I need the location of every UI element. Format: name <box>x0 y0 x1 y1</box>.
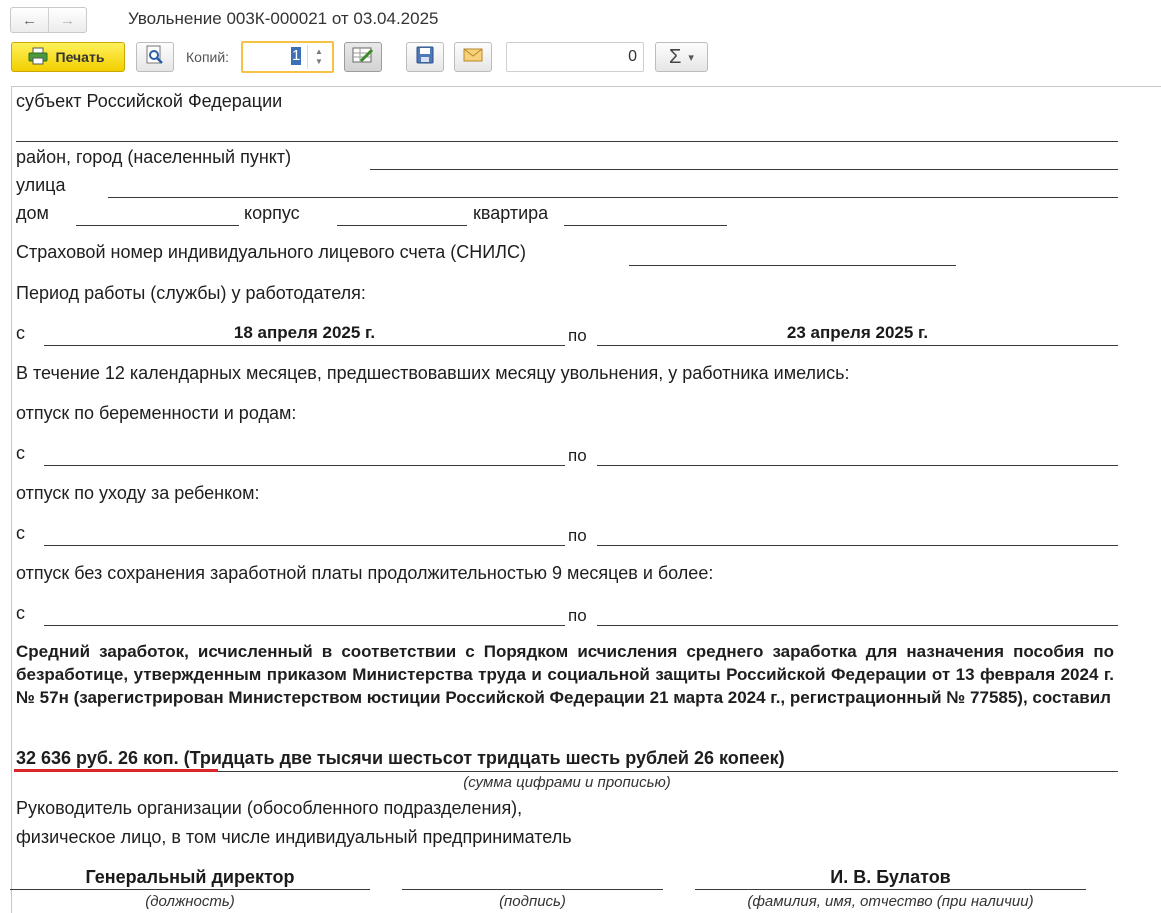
district-label: район, город (населенный пункт) <box>16 147 292 167</box>
apartment-line <box>564 225 727 226</box>
street-label: улица <box>16 175 66 195</box>
amount-words: (Тридцать две тысячи шестьсот тридцать шесть рублей 26 копеек) <box>178 748 785 768</box>
street-line <box>108 197 1118 198</box>
work-from-line <box>44 345 565 346</box>
print-button[interactable] <box>11 42 125 72</box>
months-note: В течение 12 календарных месяцев, предшествовавших месяцу увольнения, у работника имелись: <box>16 363 850 383</box>
nav-group <box>10 7 87 33</box>
copies-label: Копий: <box>186 49 230 65</box>
building-line <box>337 225 467 226</box>
signature-caption: (подпись) <box>499 893 566 910</box>
district-line <box>370 169 1118 170</box>
work-from-value: 18 апреля 2025 г. <box>233 323 376 342</box>
unpaid-leave-label: отпуск без сохранения заработной платы продолжительностью 9 месяцев и более: <box>16 563 714 583</box>
name-line <box>695 889 1086 890</box>
work-from-label: с <box>16 323 25 343</box>
house-label: дом <box>16 203 49 223</box>
childcare-leave-label: отпуск по уходу за ребенком: <box>16 483 260 503</box>
work-to-label: по <box>568 326 587 345</box>
work-period-label: Период работы (службы) у работодателя: <box>16 283 366 303</box>
preview-button[interactable] <box>136 42 174 72</box>
head-label-line1: Руководитель организации (обособленного подразделения), <box>16 798 523 818</box>
apartment-label: квартира <box>473 203 549 223</box>
copies-input[interactable] <box>241 41 334 73</box>
snils-label: Страховой номер индивидуального лицевого счета (СНИЛС) <box>16 242 526 262</box>
envelope-icon <box>463 48 483 67</box>
edit-table-icon <box>352 46 374 69</box>
position-caption: (должность) <box>145 893 235 910</box>
unpaid-to-line <box>597 625 1118 626</box>
window-title: Увольнение 003К-000021 от 03.04.2025 <box>128 9 439 28</box>
childcare-to-label: по <box>568 526 587 545</box>
print-label: Печать <box>55 49 105 65</box>
unpaid-to-label: по <box>568 606 587 625</box>
amount-line <box>16 748 785 769</box>
maternity-from-label: с <box>16 443 25 463</box>
childcare-to-line <box>597 545 1118 546</box>
sigma-icon: Σ <box>669 45 682 68</box>
email-button[interactable] <box>454 42 492 72</box>
building-label: корпус <box>244 203 300 223</box>
printer-icon <box>28 47 48 68</box>
maternity-to-label: по <box>568 446 587 465</box>
position-line <box>10 889 370 890</box>
sum-field[interactable]: 0 <box>506 42 644 72</box>
work-to-value: 23 апреля 2025 г. <box>786 323 929 342</box>
work-to-line <box>597 345 1118 346</box>
maternity-leave-label: отпуск по беременности и родам: <box>16 403 297 423</box>
back-button[interactable]: ← <box>22 11 37 29</box>
maternity-from-line <box>44 465 565 466</box>
stepper-up-icon: ▲ <box>315 47 323 56</box>
position-value: Генеральный директор <box>85 867 295 887</box>
unpaid-from-line <box>44 625 565 626</box>
edit-mode-button[interactable] <box>344 42 382 72</box>
signature-line <box>402 889 663 890</box>
region-label: субъект Российской Федерации <box>16 91 283 111</box>
sum-dropdown-button[interactable] <box>655 42 708 72</box>
childcare-from-line <box>44 545 565 546</box>
copies-stepper[interactable] <box>307 45 330 69</box>
amount-highlight-underline <box>14 769 218 772</box>
amount-digits: 32 636 руб. 26 коп. <box>16 748 179 768</box>
house-line <box>76 225 239 226</box>
amount-caption: (сумма цифрами и прописью) <box>463 774 671 791</box>
average-earnings-text: Средний заработок, исчисленный в соответствии с Порядком исчисления среднего заработка для назначения пособия по безработице, утвержденным приказом Министерства труда и социальной защиты Российской Федерации от 13 февраля 2024 г. № 57н (зарегистрирован Министерством юстиции Российской Федерации 21 марта 2024 г., регистрационный № 77585), составил <box>16 642 1114 707</box>
stepper-down-icon: ▼ <box>315 57 323 66</box>
magnifier-icon <box>146 45 164 70</box>
name-value: И. В. Булатов <box>830 867 951 887</box>
head-label-line2: физическое лицо, в том числе индивидуальный предприниматель <box>16 827 572 847</box>
childcare-from-label: с <box>16 523 25 543</box>
name-caption: (фамилия, имя, отчество (при наличии) <box>747 893 1034 910</box>
chevron-down-icon: ▾ <box>688 51 694 64</box>
copies-value: 1 <box>292 47 301 64</box>
save-button[interactable] <box>406 42 444 72</box>
floppy-icon <box>416 46 434 69</box>
maternity-to-line <box>597 465 1118 466</box>
snils-line <box>629 265 956 266</box>
forward-button[interactable]: → <box>48 8 86 32</box>
unpaid-from-label: с <box>16 603 25 623</box>
region-line <box>16 141 1118 142</box>
